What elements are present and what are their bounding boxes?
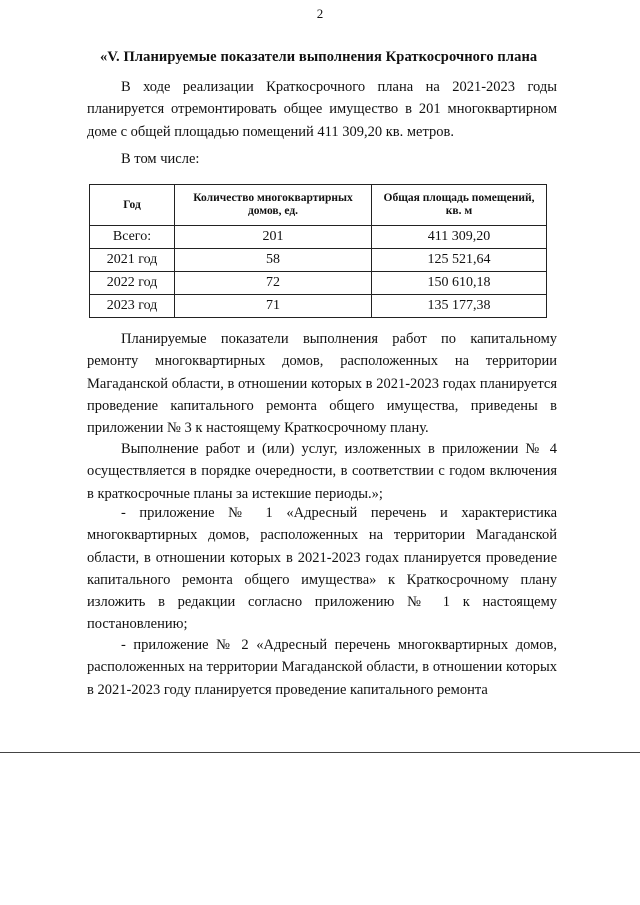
table-row — [90, 295, 547, 318]
page-number: 2 — [316, 6, 324, 21]
row-year: 2021 год — [90, 249, 175, 272]
paragraph-appendix-2: - приложение № 2 «Адресный перечень многоквартирных домов, расположенных на территории Магаданской области, в отношении которых в 2021-2023 году планируется проведение капитального ремонта — [87, 637, 557, 698]
paragraph-appendix-1: - приложение № 1 «Адресный перечень и характеристика многоквартирных домов, расположенных на территории Магаданской области, в отношении которых в 2021-2023 годах планируется проведение капитального ремонта общего имущества» к Краткосрочному плану изложить в редакции согласно приложению № 1 к настоящему постановлению; — [87, 505, 557, 633]
row-year: Всего: — [90, 226, 175, 249]
row-house-count: 201 — [175, 226, 372, 249]
page-bottom-rule — [0, 752, 640, 753]
table-row — [90, 249, 547, 272]
row-house-count: 71 — [175, 295, 372, 318]
indicators-table — [89, 184, 547, 318]
row-area: 411 309,20 — [372, 226, 547, 249]
row-area: 150 610,18 — [372, 272, 547, 295]
paragraph-order: Выполнение работ и (или) услуг, изложенных в приложении № 4 осуществляется в порядке очередности, в соответствии с годом включения в краткосрочные планы за истекшие периоды.»; — [87, 441, 557, 502]
row-house-count: 72 — [175, 272, 372, 295]
table-row — [90, 272, 547, 295]
in-total-label: В том числе: — [121, 151, 200, 167]
row-area: 135 177,38 — [372, 295, 547, 318]
section-heading: «V. Планируемые показатели выполнения Краткосрочного плана — [100, 49, 538, 65]
header-year: Год — [90, 185, 175, 226]
header-area: Общая площадь помещений, кв. м — [372, 185, 547, 226]
table-header-row — [90, 185, 547, 226]
intro-paragraph: В ходе реализации Краткосрочного плана на 2021-2023 годы планируется отремонтировать общее имущество в 201 многоквартирном доме с общей площадью помещений 411 309,20 кв. метров. — [87, 79, 557, 140]
table-row — [90, 226, 547, 249]
paragraph-indicators: Планируемые показатели выполнения работ по капитальному ремонту многоквартирных домов, расположенных на территории Магаданской области, в отношении которых в 2021-2023 годах планируется проведение капитального ремонта общего имущества, приведены в приложении № 3 к настоящему Краткосрочному плану. — [87, 331, 557, 437]
header-house-count: Количество многоквартирных домов, ед. — [175, 185, 372, 226]
row-house-count: 58 — [175, 249, 372, 272]
row-area: 125 521,64 — [372, 249, 547, 272]
row-year: 2023 год — [90, 295, 175, 318]
row-year: 2022 год — [90, 272, 175, 295]
